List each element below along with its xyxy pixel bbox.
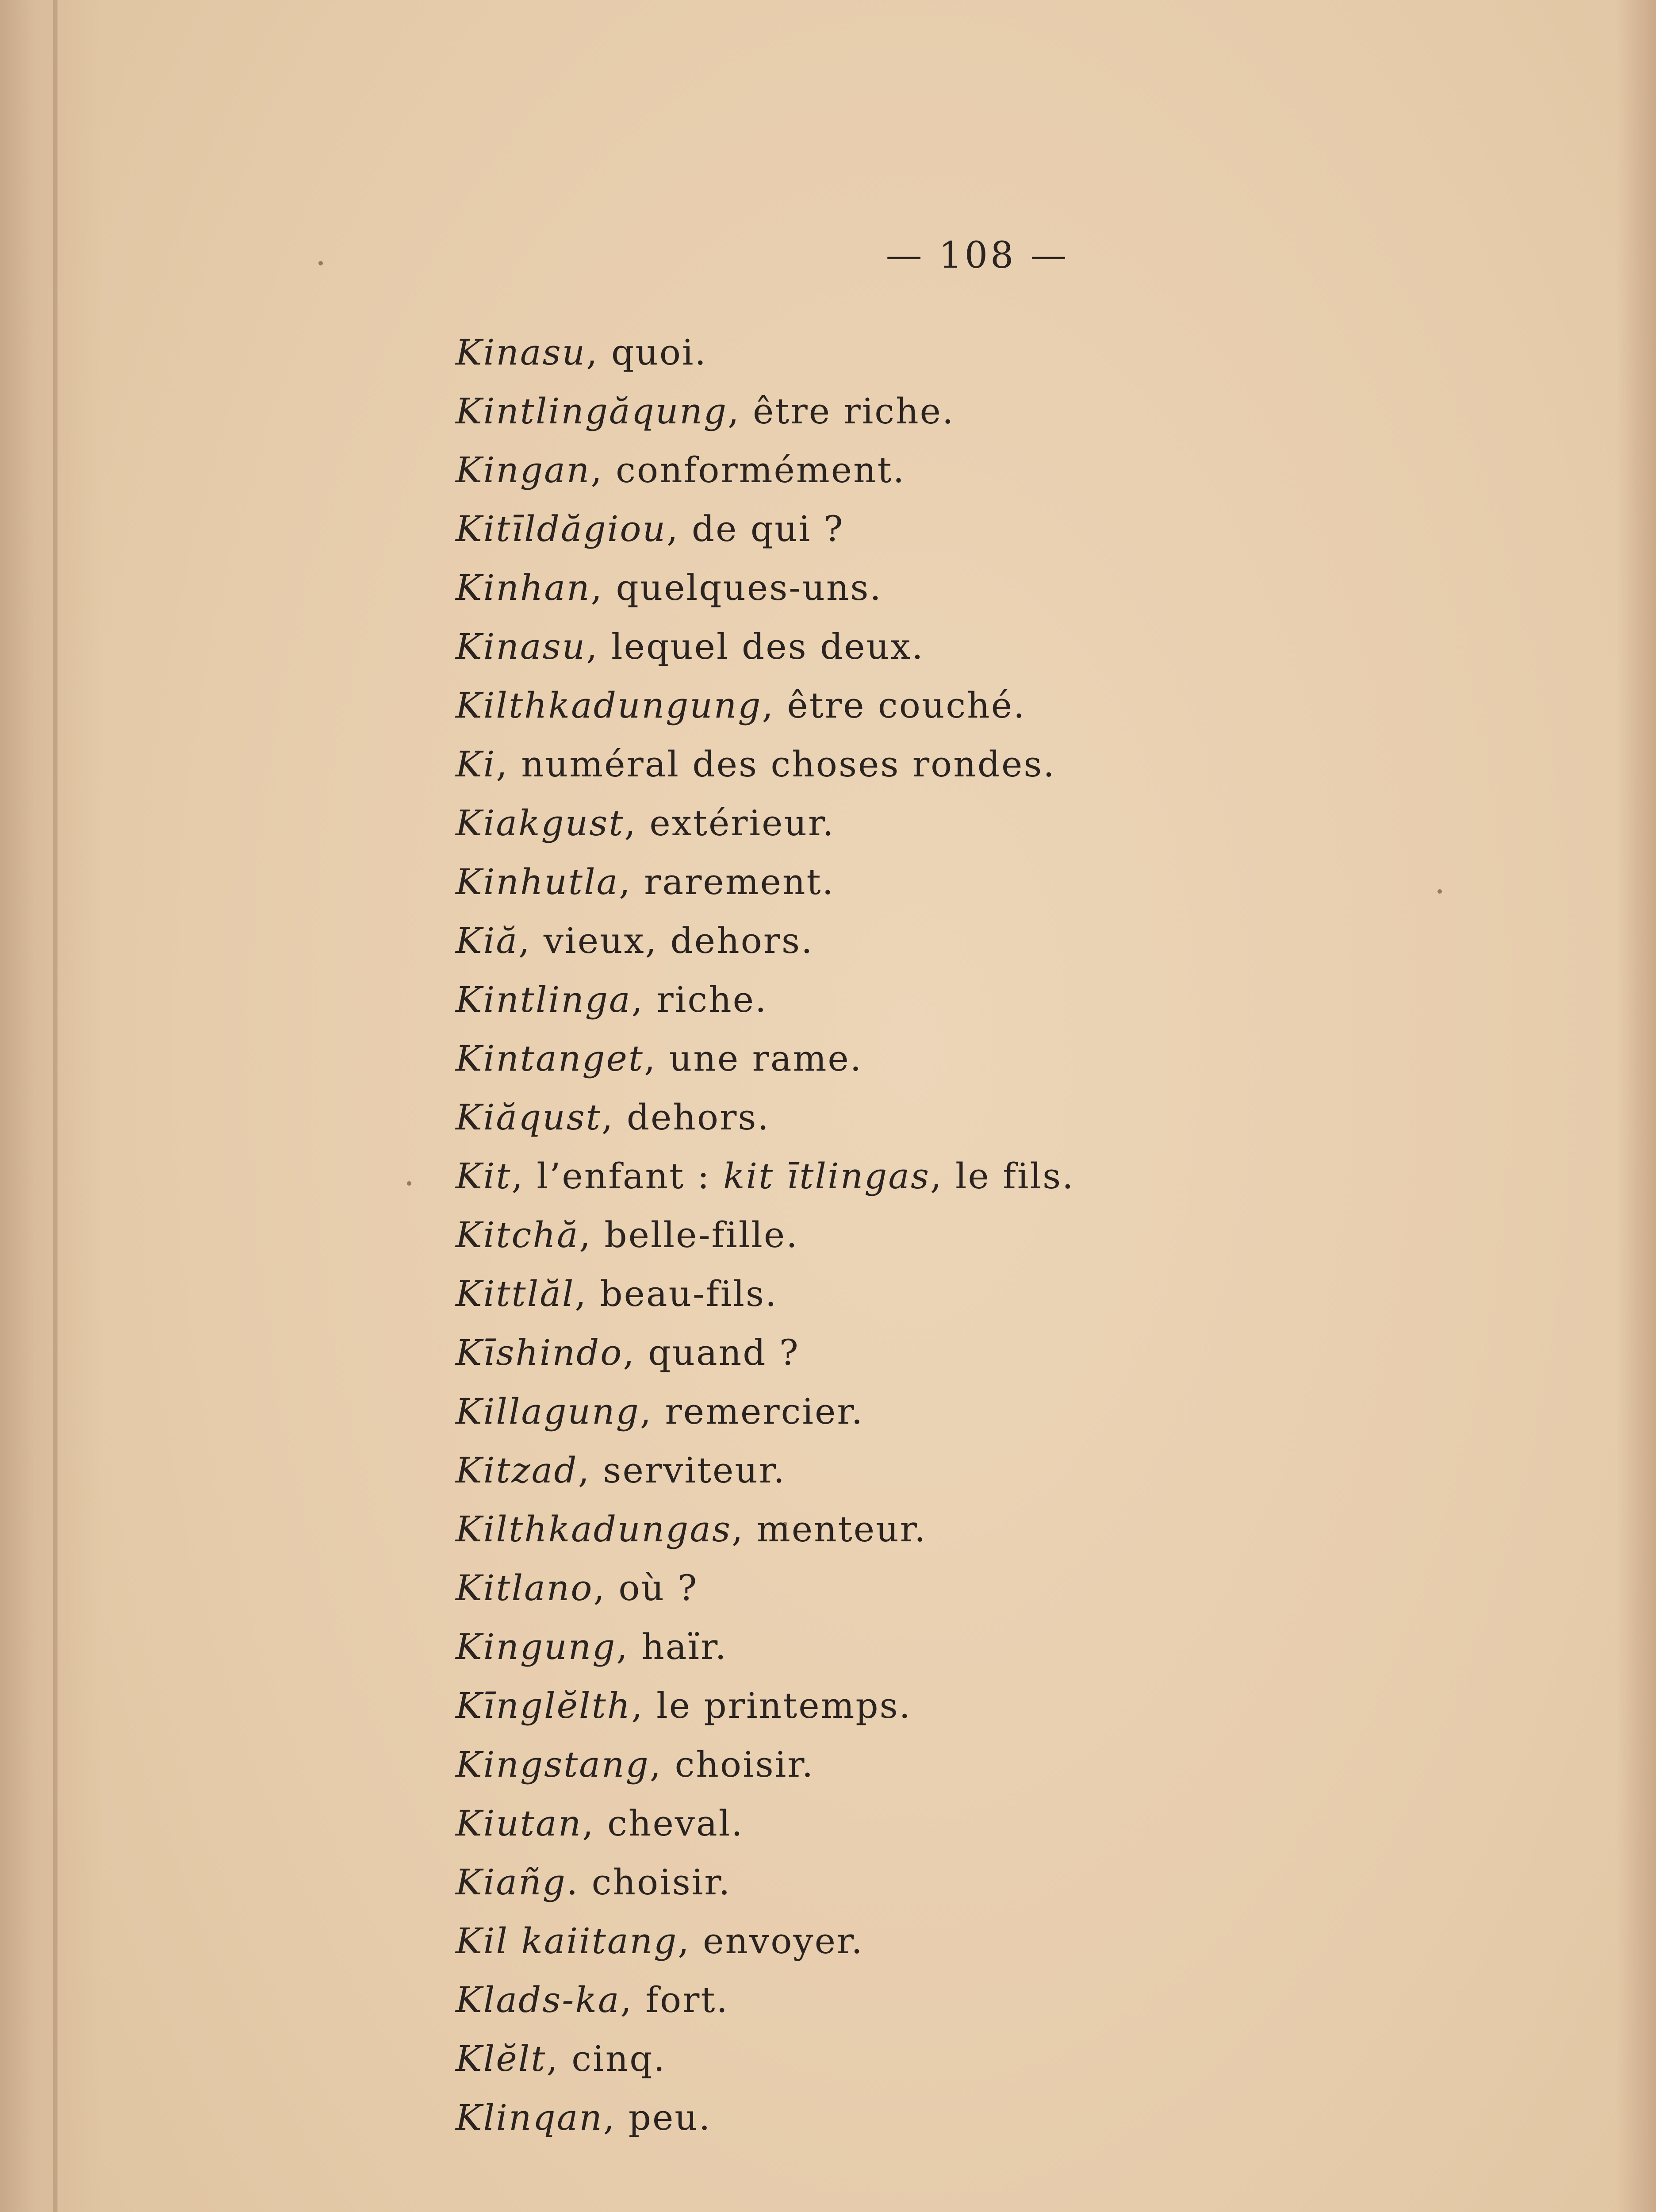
page-edge-shadow [1616, 0, 1656, 2212]
glossary-entry [456, 1912, 1561, 1970]
entry-separator: , [575, 1273, 600, 1314]
gutter-shadow [0, 0, 102, 2212]
glossary-entry [456, 441, 1561, 499]
entry-separator: . [566, 1862, 592, 1903]
entry-separator: , [640, 1391, 665, 1432]
glossary-entry [456, 1735, 1561, 1794]
glossary-entry [456, 1264, 1561, 1323]
glossary-entry [456, 853, 1561, 911]
binding-line [53, 0, 58, 2212]
entry-term: Kiakgust [456, 803, 625, 844]
entry-term: Kiă [456, 920, 519, 961]
entry-separator: , [623, 1332, 648, 1373]
entry-definition: fort. [645, 1979, 729, 2020]
entry-separator: , [582, 1803, 608, 1844]
entry-separator: , [590, 449, 616, 491]
entry-term: Kilthkadungung [456, 685, 762, 726]
entry-definition-secondary: , le fils. [930, 1156, 1075, 1197]
entry-term: Kintlingăqung [456, 391, 728, 432]
entry-term: Kingan [456, 449, 591, 491]
entry-term: Klads-ka [456, 1979, 621, 2020]
glossary-entry [456, 323, 1561, 382]
entry-definition: peu. [628, 2097, 712, 2138]
entry-definition: choisir. [675, 1744, 815, 1785]
glossary-entry [456, 1029, 1561, 1088]
entry-definition: beau-fils. [600, 1273, 778, 1314]
entry-definition: cheval. [607, 1803, 744, 1844]
entry-definition: le printemps. [656, 1685, 912, 1726]
glossary-entry [456, 1147, 1561, 1206]
entry-term: Kintlinga [456, 979, 632, 1020]
entry-definition: haïr. [641, 1626, 728, 1667]
entry-definition: cinq. [571, 2038, 666, 2079]
entry-term: Kinhan [456, 567, 591, 608]
entry-term: Kintanget [456, 1038, 644, 1079]
entry-separator: , [496, 744, 521, 785]
entry-separator: , [649, 1744, 675, 1785]
entry-definition: serviteur. [603, 1450, 786, 1491]
entry-separator: , [728, 391, 753, 432]
entry-term: Kitīldăgiou [456, 508, 667, 549]
entry-separator: , [590, 567, 616, 608]
entry-definition: être riche. [752, 391, 955, 432]
entry-separator: , [616, 1626, 642, 1667]
entry-definition: quand ? [648, 1332, 800, 1373]
entry-separator: , [518, 920, 544, 961]
entry-term: Kingstang [456, 1744, 650, 1785]
glossary-entry [456, 499, 1561, 558]
entry-definition: numéral des choses rondes. [521, 744, 1056, 785]
glossary-entry [456, 911, 1561, 970]
entry-separator: , [578, 1450, 603, 1491]
entry-term: Kitlano [456, 1567, 594, 1609]
entry-term: Kiutan [456, 1803, 583, 1844]
entry-separator: , [667, 508, 692, 549]
entry-definition: lequel des deux. [611, 626, 924, 667]
entry-definition: être couché. [787, 685, 1026, 726]
entry-definition: quelques-uns. [616, 567, 882, 608]
glossary-entry [456, 735, 1561, 794]
entry-separator: , [579, 1214, 605, 1256]
entry-term: Klĕlt [456, 2038, 547, 2079]
entry-separator: , [762, 685, 787, 726]
glossary-entry [456, 1970, 1561, 2029]
entry-term: Kīnglĕlth [456, 1685, 632, 1726]
entry-separator: , [586, 332, 612, 373]
entry-separator: , [601, 1097, 627, 1138]
entry-definition: menteur. [756, 1509, 927, 1550]
entry-definition: choisir. [591, 1862, 732, 1903]
glossary-entry [456, 1206, 1561, 1264]
entry-term: Kilthkadungas [456, 1509, 732, 1550]
glossary-entry [456, 2088, 1561, 2147]
entry-definition: où ? [618, 1567, 698, 1609]
entry-separator: , [586, 626, 612, 667]
entry-definition: de qui ? [691, 508, 844, 549]
entry-separator: , [631, 1685, 657, 1726]
glossary-entry [456, 794, 1561, 853]
glossary-entry [456, 1559, 1561, 1617]
entry-term-secondary: kit ītlingas [723, 1156, 931, 1197]
entry-definition: envoyer. [703, 1920, 864, 1962]
glossary-entry [456, 1617, 1561, 1676]
entry-definition: vieux, dehors. [543, 920, 814, 961]
entry-term: Kitchă [456, 1214, 579, 1256]
entry-separator: , [732, 1509, 757, 1550]
entry-term: Kinhutla [456, 861, 619, 902]
entry-separator: , [603, 2097, 629, 2138]
glossary-entry [456, 676, 1561, 735]
glossary-entry [456, 558, 1561, 617]
entry-term: Kittlăl [456, 1273, 575, 1314]
entry-separator: , [624, 803, 650, 844]
entry-term: Kitzad [456, 1450, 578, 1491]
glossary-entry [456, 970, 1561, 1029]
entry-separator: , [546, 2038, 572, 2079]
paper-speck [318, 261, 323, 265]
entry-separator: , [631, 979, 657, 1020]
glossary-entry [456, 1441, 1561, 1500]
entry-term: Kīshindo [456, 1332, 623, 1373]
entry-definition: remercier. [665, 1391, 864, 1432]
entry-definition: une rame. [669, 1038, 863, 1079]
entry-definition: riche. [656, 979, 768, 1020]
entry-term: Ki [456, 744, 496, 785]
entry-separator: , [593, 1567, 619, 1609]
glossary-entry [456, 1500, 1561, 1559]
glossary-list [456, 323, 1561, 2147]
entry-separator: , [678, 1920, 703, 1962]
glossary-entry [456, 1676, 1561, 1735]
glossary-entry [456, 1382, 1561, 1441]
paper-speck [407, 1181, 411, 1186]
entry-definition: belle-fille. [604, 1214, 799, 1256]
glossary-entry [456, 2029, 1561, 2088]
entry-definition: conformément. [616, 449, 906, 491]
entry-definition: quoi. [611, 332, 707, 373]
entry-term: Kiăqust [456, 1097, 602, 1138]
entry-separator: , [511, 1156, 537, 1197]
glossary-entry [456, 1794, 1561, 1853]
entry-term: Killagung [456, 1391, 640, 1432]
glossary-entry [456, 617, 1561, 676]
entry-term: Kingung [456, 1626, 617, 1667]
entry-term: Kinasu [456, 626, 586, 667]
glossary-entry [456, 1323, 1561, 1382]
entry-term: Kiañg [456, 1862, 567, 1903]
glossary-entry [456, 1853, 1561, 1912]
entry-separator: , [620, 1979, 646, 2020]
entry-term: Kinasu [456, 332, 586, 373]
page-number: — 108 — [886, 234, 1070, 276]
entry-term: Kil kaiitang [456, 1920, 678, 1962]
glossary-entry [456, 1088, 1561, 1147]
entry-definition: rarement. [644, 861, 835, 902]
glossary-entry [456, 382, 1561, 441]
entry-definition: dehors. [626, 1097, 770, 1138]
entry-term: Kit [456, 1156, 512, 1197]
entry-definition: l’enfant : [537, 1156, 711, 1197]
entry-term: Klinqan [456, 2097, 603, 2138]
entry-definition: extérieur. [649, 803, 835, 844]
entry-separator: , [644, 1038, 669, 1079]
entry-separator: , [619, 861, 644, 902]
